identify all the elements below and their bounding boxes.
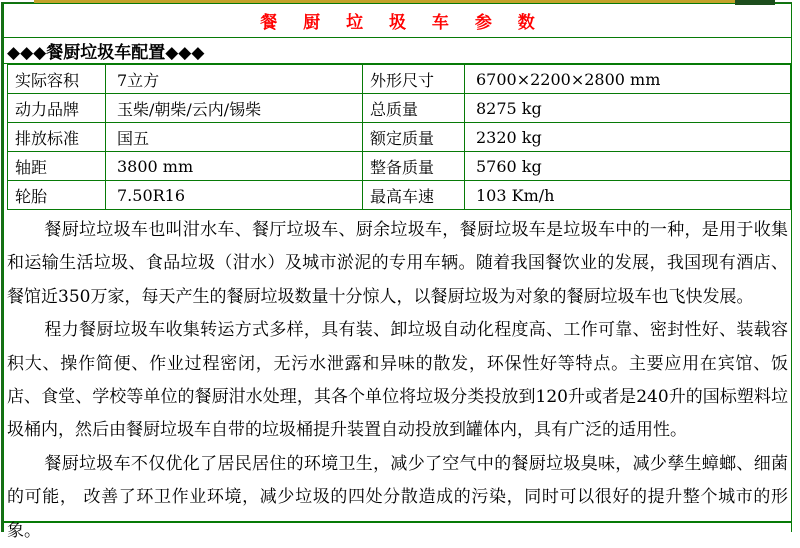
table-row	[8, 94, 791, 123]
table-row	[8, 123, 791, 152]
spec-value: 2320 kg	[465, 123, 791, 152]
spec-value: 3800 mm	[106, 152, 363, 181]
table-row	[8, 181, 791, 210]
top-strip-dark-segment	[735, 0, 775, 5]
spec-table	[7, 64, 791, 210]
spec-label: 外形尺寸	[363, 65, 465, 94]
spec-label: 额定质量	[363, 123, 465, 152]
description-paragraph: 餐厨垃垃圾车也叫泔水车、餐厅垃圾车、厨余垃圾车，餐厨垃圾车是垃圾车中的一种，是用于收集和运输生活垃圾、食品垃圾（泔水）及城市淤泥的专用车辆。随着我国餐饮业的发展，我国现有酒店、餐馆近350万家，每天产生的餐厨垃圾数量十分惊人，以餐厨垃圾为对象的餐厨垃圾车也飞快发展。	[7, 220, 788, 307]
page-title: 餐 厨 垃 圾 车 参 数	[260, 13, 545, 33]
spec-value: 103 Km/h	[465, 181, 791, 210]
spec-label: 总质量	[363, 94, 465, 123]
spec-label: 轮胎	[8, 181, 106, 210]
spec-value: 7立方	[106, 65, 363, 94]
spec-value: 7.50R16	[106, 181, 363, 210]
bottom-divider	[4, 521, 791, 533]
config-header-row	[4, 38, 791, 64]
spec-value: 6700×2200×2800 mm	[465, 65, 791, 94]
description-area	[4, 210, 791, 541]
spec-label: 动力品牌	[8, 94, 106, 123]
spec-value: 国五	[106, 123, 363, 152]
description-paragraph: 餐厨垃圾车不仅优化了居民居住的环境卫生，减少了空气中的餐厨垃圾臭味，减少孳生蟑螂、细菌的可能， 改善了环卫作业环境，减少垃圾的四处分散造成的污染，同时可以很好的提升整个城市的形象。	[7, 453, 788, 541]
spec-value: 5760 kg	[465, 152, 791, 181]
title-row	[4, 4, 791, 38]
spec-label: 整备质量	[363, 152, 465, 181]
spec-label: 实际容积	[8, 65, 106, 94]
spec-value: 8275 kg	[465, 94, 791, 123]
spec-label: 排放标准	[8, 123, 106, 152]
top-gold-strip	[34, 0, 760, 3]
table-row	[8, 152, 791, 181]
table-row	[8, 65, 791, 94]
content-frame	[3, 3, 792, 541]
spec-label: 最高车速	[363, 181, 465, 210]
spec-label: 轴距	[8, 152, 106, 181]
config-header: ◆◆◆餐厨垃圾车配置◆◆◆	[7, 43, 205, 63]
description-paragraph: 程力餐厨垃圾车收集转运方式多样，具有装、卸垃圾自动化程度高、工作可靠、密封性好、装载容积大、操作简便、作业过程密闭，无污水泄露和异味的散发，环保性好等特点。主要应用在宾馆、饭店、食堂、学校等单位的餐厨泔水处理，其各个单位将垃圾分类投放到120升或者是240升的国标塑料垃圾桶内，然后由餐厨垃圾车自带的垃圾桶提升装置自动投放到罐体内，具有广泛的适用性。	[7, 320, 788, 441]
spec-value: 玉柴/朝柴/云内/锡柴	[106, 94, 363, 123]
